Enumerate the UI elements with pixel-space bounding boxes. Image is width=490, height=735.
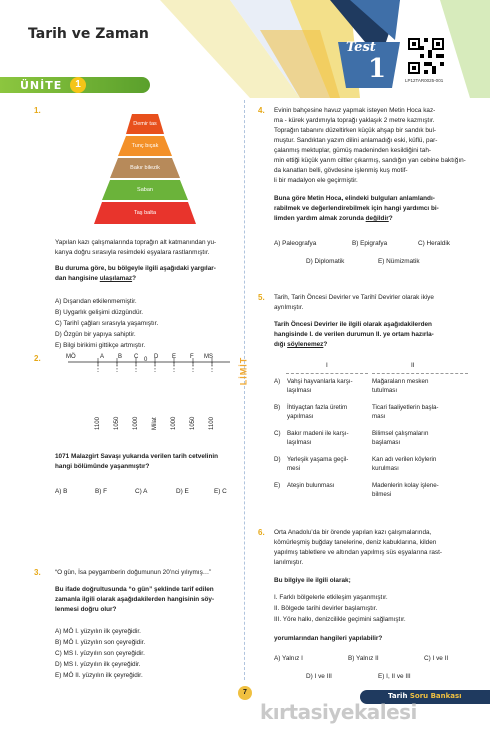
q5-row-e-i-1: Ateşin bulunması [287, 482, 335, 489]
q5-stem-line-2: ayrılmıştır. [274, 304, 304, 311]
side-logo: LİMİT [238, 356, 249, 386]
q5-question-line-1: Tarih Öncesi Devirler ile ilgili olarak aşağıdakilerden [274, 321, 432, 328]
pyramid-layer-5: Taş balta [133, 210, 156, 216]
q3-option-c[interactable]: C) MS I. yüzyılın son çeyreğidir. [55, 650, 145, 657]
q1-stem-line-1: Yapılan kazı çalışmalarında toprağın alt katmanından yu- [55, 239, 217, 246]
q4-option-d[interactable]: D) Diplomatik [306, 258, 345, 265]
q6-question-end: yorumlarından hangileri yapılabilir? [274, 635, 383, 642]
q4-line-3: Toprağın tabanını düzeltirken küçük ahşap bir sandık bul- [274, 127, 436, 134]
pyramid-layer-4: Saban [137, 187, 153, 193]
timeline-label-b: B [118, 354, 123, 360]
q5-row-a-i-2: laşılması [287, 387, 312, 394]
timeline-year-5: 1000 [171, 416, 177, 430]
q6-question: Bu bilgiye ile ilgili olarak; [274, 577, 351, 584]
page-number: 7 [238, 686, 252, 700]
q5-row-b-i-1: İhtiyaçtan fazla üretim [287, 404, 348, 411]
q4-question-line-2: rabilmek ve değerlendirebilmek için hangi yardımcı bi- [274, 205, 439, 212]
q6-line-4: lanılmıştır. [274, 559, 304, 566]
footer-brand: Tarih Soru Bankası [388, 692, 462, 700]
timeline-year-2: 1050 [114, 416, 120, 430]
q5-column-ii-rule [372, 373, 468, 374]
q5-row-b-letter[interactable]: B) [274, 404, 281, 411]
unite-number: 1 [70, 77, 86, 93]
question-1-number: 1. [34, 106, 41, 115]
q1-option-a[interactable]: A) Dışarıdan etkilenmemiştir. [55, 298, 137, 305]
q6-option-b[interactable]: B) Yalnız II [348, 655, 379, 662]
q6-line-3: yapılmış tabletlere ve altından yapılmış süs eşyalarına rast- [274, 549, 443, 556]
column-divider [244, 100, 245, 680]
timeline-label-e: E [172, 354, 177, 360]
q2-option-c[interactable]: C) A [135, 488, 148, 495]
q4-line-5: çalanmış mektuplar, gümüş madeninden kesildiğini tah- [274, 147, 432, 154]
timeline-label-c: C [134, 354, 139, 360]
q6-option-d[interactable]: D) I ve III [306, 673, 332, 680]
q5-question-line-3: dığı söylenemez? [274, 341, 328, 348]
q5-row-e-ii-1: Madenlerin kolay işlene- [372, 482, 439, 489]
q2-stem-line-2: hangi bölümünde yaşanmıştır? [55, 463, 150, 470]
subject-title: Tarih ve Zaman [28, 26, 149, 42]
q3-option-a[interactable]: A) MÖ I. yüzyılın ilk çeyreğidir. [55, 628, 141, 635]
q5-stem-line-1: Tarih, Tarih Öncesi Devirler ve Tarihî Devirler olarak ikiye [274, 294, 434, 301]
q3-stem-line-1: Bu ifade doğrultusunda “o gün” şeklinde tarif edilen [55, 586, 214, 593]
q1-option-c[interactable]: C) Tarihî çağları sırasıyla yaşamıştır. [55, 320, 159, 327]
q6-item-i: I. Farklı bölgelerle etkileşim yaşanmıştır. [274, 594, 388, 601]
q1-question-line-2: dan hangisine ulaşılamaz? [55, 275, 136, 282]
q4-line-6: min ettiği küçük yarım ciltler çıkarmış, sandığın yan cebine baktığın- [274, 157, 466, 164]
test-label: Test [346, 40, 376, 55]
q5-question-line-2: hangisinde I. de verilen durumun II. ye ortam hazırla- [274, 331, 434, 338]
q2-option-d[interactable]: D) E [176, 488, 189, 495]
q4-option-a[interactable]: A) Paleografya [274, 240, 317, 247]
q2-stem-line-1: 1071 Malazgirt Savaşı yukarıda verilen tarih cetvelinin [55, 453, 219, 460]
qr-code-icon [408, 38, 444, 74]
q2-option-b[interactable]: B) F [95, 488, 108, 495]
timeline-year-1: 1100 [95, 417, 101, 430]
page-header [0, 0, 490, 98]
q5-row-e-letter[interactable]: E) [274, 482, 281, 489]
q6-line-1: Orta Anadolu’da bir örende yapılan kazı çalışmalarında, [274, 529, 432, 536]
q3-quote: “O gün, İsa peygamberin doğumunun 20’nci yılıymış…” [55, 569, 212, 576]
q6-line-2: kömürleşmiş buğday tanelerine, deniz kabuklarına, kilden [274, 539, 437, 546]
q5-row-a-ii-2: tutulması [372, 387, 398, 394]
q4-question-line-1: Buna göre Metin Hoca, elindeki bulguları anlamlandı- [274, 195, 435, 202]
q5-row-c-i-1: Bakır madeni ile karşı- [287, 430, 349, 437]
question-6-number: 6. [258, 528, 265, 537]
q5-row-a-ii-1: Mağaraların mesken [372, 378, 429, 385]
q3-stem-line-3: lenmesi doğru olur? [55, 606, 117, 613]
q5-row-d-ii-1: Kan adı verilen köylerin [372, 456, 437, 463]
pyramid-layer-3: Bakır bilezik [130, 165, 160, 171]
q3-option-d[interactable]: D) MS I. yüzyılın ilk çeyreğidir. [55, 661, 141, 668]
q3-stem-line-2: zamanla ilgili olarak aşağıdakilerden hangisinin söy- [55, 596, 215, 603]
q5-row-d-ii-2: kurulması [372, 465, 399, 472]
q5-row-d-letter[interactable]: D) [274, 456, 281, 463]
q5-row-c-letter[interactable]: C) [274, 430, 281, 437]
q5-row-e-ii-2: bilmesi [372, 491, 392, 498]
timeline-label-a: A [100, 354, 105, 360]
q4-line-4: muştur. Sandıktan yazım dilini anlamadığı eski, küflü, par- [274, 137, 438, 144]
q2-option-a[interactable]: A) B [55, 488, 68, 495]
q1-question-line-1: Bu duruma göre, bu bölgeyle ilgili aşağıdaki yargılar- [55, 265, 216, 272]
q5-column-i-rule [286, 373, 368, 374]
q4-line-7: da kanatları belli, gövdesine işlenmiş kuş motif- [274, 167, 408, 174]
q6-option-c[interactable]: C) I ve II [424, 655, 449, 662]
timeline-label-ms: MS [204, 354, 213, 360]
q5-row-a-letter[interactable]: A) [274, 378, 281, 385]
q5-row-b-ii-2: ması [372, 413, 386, 420]
q5-row-d-i-1: Yerleşik yaşama geçil- [287, 456, 349, 463]
q5-column-i: I [326, 362, 328, 369]
q3-option-b[interactable]: B) MÖ I. yüzyılın son çeyreğidir. [55, 639, 146, 646]
q1-option-b[interactable]: B) Uygarlık gelişimi düzgündür. [55, 309, 144, 316]
timeline-label-zero: 0 [144, 357, 148, 363]
test-number: 1 [368, 54, 387, 84]
q1-option-d[interactable]: D) Özgün bir yapıya sahiptir. [55, 331, 136, 338]
q5-row-c-i-2: laşılması [287, 439, 312, 446]
timeline-year-3: 1000 [133, 416, 139, 430]
unite-label: ÜNİTE [20, 79, 63, 92]
q4-option-b[interactable]: B) Epigrafya [352, 240, 388, 247]
pyramid-layer-1: Demir tas [133, 121, 157, 127]
q1-option-e[interactable]: E) Bilgi birikimi gittikçe artmıştır. [55, 342, 146, 349]
q5-row-b-i-2: yapılması [287, 413, 314, 420]
q5-row-d-i-2: mesi [287, 465, 301, 472]
question-2-number: 2. [34, 354, 41, 363]
q4-option-c[interactable]: C) Heraldik [418, 240, 450, 247]
timeline-year-7: 1100 [209, 417, 215, 430]
q5-row-b-ii-1: Ticari faaliyetlerin başla- [372, 404, 439, 411]
q3-option-e[interactable]: E) MÖ II. yüzyılın ilk çeyreğidir. [55, 672, 143, 679]
q6-option-a[interactable]: A) Yalnız I [274, 655, 303, 662]
q6-item-ii: II. Bölgede tarihi devirler başlamıştır. [274, 605, 378, 612]
question-5-number: 5. [258, 293, 265, 302]
q2-option-e[interactable]: E) C [214, 488, 227, 495]
pyramid-layer-2: Tunç bıçak [131, 143, 159, 149]
timeline-year-milat: Milat [152, 417, 158, 430]
q4-line-1: Evinin bahçesine havuz yapmak isteyen Metin Hoca kaz- [274, 107, 436, 114]
q6-option-e[interactable]: E) I, II ve III [378, 673, 411, 680]
timeline-label-d: D [154, 354, 159, 360]
q4-line-8: li bir madalyon ele geçirmiştir. [274, 177, 358, 184]
timeline-label-f: F [190, 354, 194, 360]
q4-line-2: ma - kürek yardımıyla toprağı yaklaşık 2 metre kazmıştır. [274, 117, 435, 124]
q4-question-line-3: limden yardım almak zorunda değildir? [274, 215, 393, 222]
q4-option-e[interactable]: E) Nümizmatik [378, 258, 420, 265]
q5-row-c-ii-1: Bilimsel çalışmaların [372, 430, 429, 437]
q5-row-c-ii-2: başlaması [372, 439, 401, 446]
q6-item-iii: III. Yöre halkı, denizcilikle geçimini sağlamıştır. [274, 616, 406, 623]
timeline-year-6: 1050 [190, 416, 196, 430]
question-3-number: 3. [34, 568, 41, 577]
q5-column-ii: II [411, 362, 415, 369]
qr-code-id: LP12TAR0025-001 [405, 78, 444, 83]
q1-stem-line-2: karıya doğru sırasıyla resimdeki eşyalara rastlanmıştır. [55, 249, 210, 256]
q5-row-a-i-1: Vahşi hayvanlarla karşı- [287, 378, 353, 385]
watermark: kırtasiyekalesi [260, 700, 417, 724]
question-4-number: 4. [258, 106, 265, 115]
timeline-label-mo: MÖ [66, 354, 76, 360]
